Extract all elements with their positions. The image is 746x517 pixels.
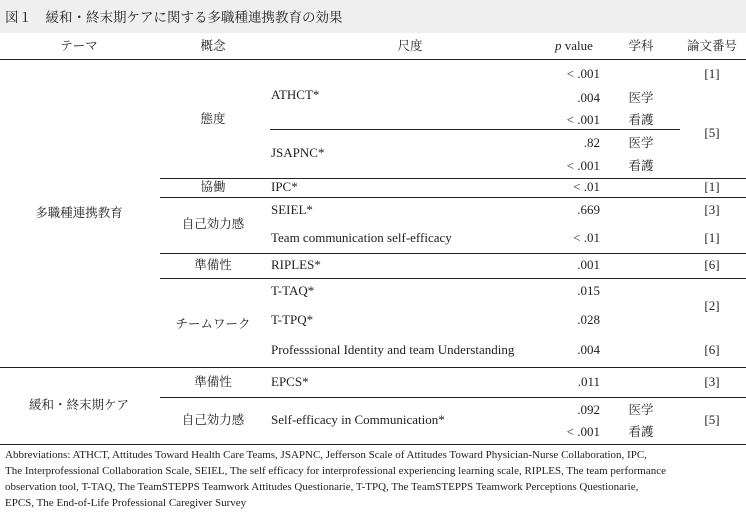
abbreviations-note xyxy=(5,447,745,511)
header-ref: 論文番号 xyxy=(686,38,738,53)
pvalue-cell: .015 xyxy=(577,283,600,298)
abbreviations-line: observation tool, T-TAQ, The TeamSTEPPS Teamwork Attitudes Questionarie, T-TPQ, The TeamSTEPPS Teamwork Perceptions Questionarie, xyxy=(5,481,639,493)
theme-ipe: 多職種連携教育 xyxy=(35,205,123,220)
scale-ipc: IPC* xyxy=(271,179,298,194)
scale-riples: RIPLES* xyxy=(271,257,321,272)
pvalue-cell: < .01 xyxy=(573,179,600,194)
subject-cell: 医学 xyxy=(628,402,654,417)
row-divider-teamwork xyxy=(160,278,746,279)
ref-cell: [6] xyxy=(704,257,720,272)
scale-seiel: SEIEL* xyxy=(271,202,313,217)
theme-divider xyxy=(0,367,746,368)
pvalue-cell: < .001 xyxy=(566,66,600,81)
scale-professional-identity: Professsional Identity and team Understanding xyxy=(271,342,515,357)
subject-cell: 医学 xyxy=(628,90,654,105)
row-divider-collab xyxy=(160,178,746,179)
pvalue-cell: .028 xyxy=(577,312,600,327)
abbreviations-line: EPCS, The End-of-Life Professional Caregiver Survey xyxy=(5,497,247,509)
row-divider-readiness xyxy=(160,253,746,254)
abbreviations-line: The Interprofessional Collaboration Scale, SEIEL, The self efficacy for interprofessional experiencing learning scale, RIPLES, The team performance xyxy=(5,465,666,477)
header-pvalue xyxy=(555,38,593,54)
concept-readiness: 準備性 xyxy=(194,257,232,272)
subject-cell: 看護 xyxy=(628,424,654,439)
scale-ttpq: T-TPQ* xyxy=(271,312,314,327)
header-scale: 尺度 xyxy=(397,38,423,53)
ref-cell: [1] xyxy=(704,66,720,81)
header-concept: 概念 xyxy=(200,38,226,53)
pvalue-cell: .001 xyxy=(577,257,600,272)
ref-cell: [2] xyxy=(704,298,720,313)
scale-jsapnc: JSAPNC* xyxy=(271,145,325,160)
scale-ttaq: T-TAQ* xyxy=(271,283,315,298)
pvalue-cell: < .001 xyxy=(566,424,600,439)
pvalue-cell: < .01 xyxy=(573,230,600,245)
concept-teamwork: チームワーク xyxy=(175,316,251,331)
abbreviations-line: Abbreviations: ATHCT, Attitudes Toward Health Care Teams, JSAPNC, Jefferson Scale of Attitudes Toward Physician-Nurse Collaboration, IPC, xyxy=(5,449,647,461)
scale-athct: ATHCT* xyxy=(271,87,320,102)
ref-cell: [3] xyxy=(704,202,720,217)
bottom-rule xyxy=(0,444,746,445)
pvalue-cell: < .001 xyxy=(566,112,600,127)
pvalue-cell: .004 xyxy=(577,342,600,357)
ref-cell: [5] xyxy=(704,412,720,427)
pvalue-cell: .011 xyxy=(577,374,600,389)
ref-cell: [1] xyxy=(704,230,720,245)
header-subject: 学科 xyxy=(628,38,654,53)
subject-cell: 看護 xyxy=(628,112,654,127)
scale-team-comm-efficacy: Team communication self-efficacy xyxy=(271,230,452,245)
concept-efficacy-2: 自己効力感 xyxy=(181,412,245,427)
table-caption: 図１ 緩和・終末期ケアに関する多職種連携教育の効果 xyxy=(5,10,343,26)
pvalue-cell: < .001 xyxy=(566,158,600,173)
row-divider-efficacy xyxy=(160,197,746,198)
subject-cell: 医学 xyxy=(628,135,654,150)
pvalue-cell: .092 xyxy=(577,402,600,417)
ref-cell: [6] xyxy=(704,342,720,357)
pvalue-cell: .82 xyxy=(583,135,600,150)
header-p-rest: value xyxy=(561,38,593,53)
ref-cell: [5] xyxy=(704,125,720,140)
subject-cell: 看護 xyxy=(628,158,654,173)
concept-attitude: 態度 xyxy=(200,111,226,126)
ref-cell: [1] xyxy=(704,179,720,194)
concept-readiness-2: 準備性 xyxy=(194,374,232,389)
scale-self-efficacy-comm: Self-efficacy in Communication* xyxy=(271,412,445,427)
attitude-divider xyxy=(270,129,680,130)
concept-collab: 協働 xyxy=(200,179,226,194)
header-theme: テーマ xyxy=(60,38,98,53)
header-rule xyxy=(0,59,746,60)
header-p-italic: p xyxy=(555,38,562,53)
pvalue-cell: .004 xyxy=(577,90,600,105)
theme-palliative: 緩和・終末期ケア xyxy=(28,397,130,412)
concept-efficacy: 自己効力感 xyxy=(181,216,245,231)
pvalue-cell: .669 xyxy=(577,202,600,217)
row-divider-efficacy2 xyxy=(160,397,746,398)
scale-epcs: EPCS* xyxy=(271,374,309,389)
ref-cell: [3] xyxy=(704,374,720,389)
